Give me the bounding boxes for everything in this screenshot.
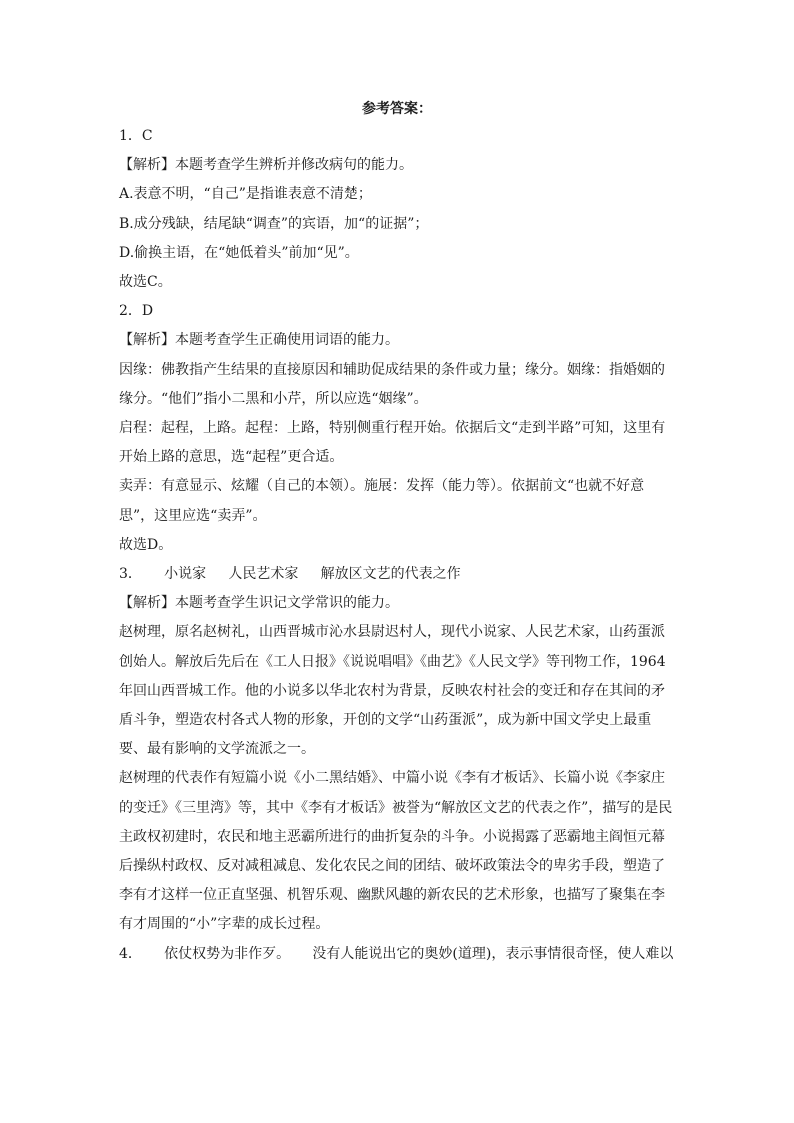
page-title: 参考答案： [362,101,432,117]
text-line: 主政权初建时，农民和地主恶霸所进行的曲折复杂的斗争。小说揭露了恶霸地主阎恒元幕 [119,828,665,845]
text-line: 思”，这里应选“卖弄”。 [119,507,267,524]
text-line: 缘分。“他们”指小二黑和小芹，所以应选“姻缘”。 [119,390,428,407]
text-line: 【解析】本题考查学生识记文学常识的能力。 [119,595,399,612]
text-line: 因缘：佛教指产生结果的直接原因和辅助促成结果的条件或力量；缘分。姻缘：指婚姻的 [119,361,665,378]
text-line: 1．C [119,128,153,144]
text-line: 赵树理的代表作有短篇小说《小二黑结婚》、中篇小说《李有才板话》、长篇小说《李家庄 [119,770,665,787]
answer-content [119,122,673,969]
text-line: 年回山西晋城工作。他的小说多以华北农村为背景，反映农村社会的变迁和存在其间的矛 [119,682,665,699]
text-line: 3． 小说家 人民艺术家 解放区文艺的代表之作 [119,566,461,583]
text-line: 故选C。 [119,274,172,291]
text-line: 盾斗争，塑造农村各式人物的形象，开创的文学“山药蛋派”，成为新中国文学史上最重 [119,712,652,729]
text-line: A.表意不明，“自己”是指谁表意不清楚； [119,186,372,203]
text-line: 创始人。解放后先后在《工人日报》《说说唱唱》《曲艺》《人民文学》等刊物工作，1964 [119,653,666,670]
text-line: 有才周围的“小”字辈的成长过程。 [119,916,330,933]
text-line: 要、最有影响的文学流派之一。 [119,741,315,758]
text-line: 【解析】本题考查学生辨析并修改病句的能力。 [119,157,413,174]
text-line: 启程：起程，上路。起程：上路，特别侧重行程开始。依据后文“走到半路”可知，这里有 [119,420,666,437]
text-line: B.成分残缺，结尾缺“调查”的宾语，加“的证据”； [119,215,429,232]
text-line: 开始上路的意思，选“起程”更合适。 [119,449,344,466]
text-line: 2．D [119,303,154,320]
text-line: 赵树理，原名赵树礼，山西晋城市沁水县尉迟村人，现代小说家、人民艺术家，山药蛋派 [119,624,665,641]
text-line: 故选D。 [119,536,173,553]
text-line: 的变迁》《三里湾》等，其中《李有才板话》被誉为“解放区文艺的代表之作”，描写的是民 [119,799,673,816]
text-line: D.偷换主语，在“她低着头”前加“见”。 [119,244,359,261]
text-line: 4． 依仗权势为非作歹。 没有人能说出它的奥妙(道理)，表示事情很奇怪，使人难以 [119,945,674,962]
text-line: 卖弄：有意显示、炫耀（自己的本领）。施展：发挥（能力等）。依据前文“也就不好意 [119,478,645,495]
text-line: 【解析】本题考查学生正确使用词语的能力。 [119,332,399,349]
text-line: 李有才这样一位正直坚强、机智乐观、幽默风趣的新农民的艺术形象，也描写了聚集在李 [119,887,665,904]
text-line: 后操纵村政权、反对减租减息、发化农民之间的团结、破坏政策法令的卑劣手段，塑造了 [119,858,665,875]
